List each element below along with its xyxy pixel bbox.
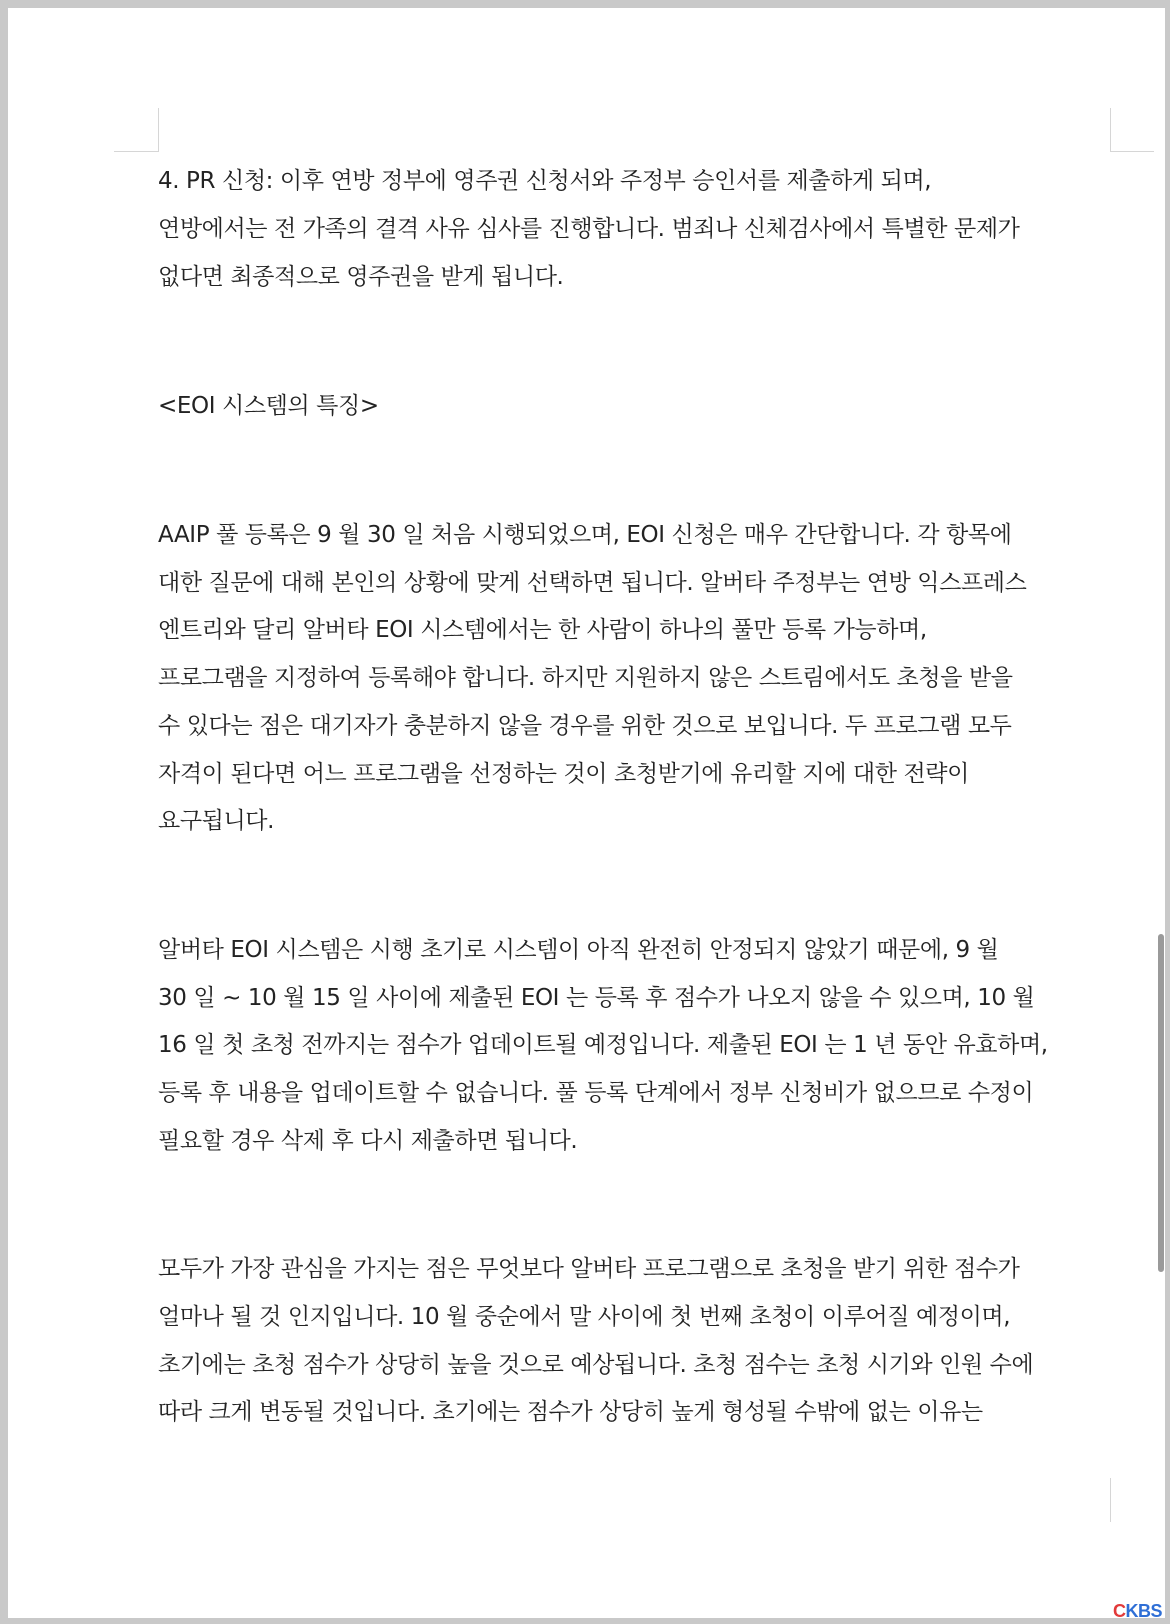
text-line: 모두가 가장 관심을 가지는 점은 무엇보다 알버타 프로그램으로 초청을 받기 위한 점수가 [158, 1256, 1020, 1282]
vertical-scrollbar[interactable] [1158, 934, 1164, 1272]
text-line: 프로그램을 지정하여 등록해야 합니다. 하지만 지원하지 않은 스트림에서도 초청을 받을 [158, 665, 1013, 691]
text-line: 없다면 최종적으로 영주권을 받게 됩니다. [158, 264, 564, 290]
text-line: 등록 후 내용을 업데이트할 수 없습니다. 풀 등록 단계에서 정부 신청비가 없으므로 수정이 [158, 1080, 1034, 1106]
text-line: 연방에서는 전 가족의 결격 사유 심사를 진행합니다. 범죄나 신체검사에서 특별한 문제가 [158, 216, 1020, 242]
text-line: 따라 크게 변동될 것입니다. 초기에는 점수가 상당히 높게 형성될 수밖에 없는 이유는 [158, 1399, 983, 1425]
section-heading: <EOI 시스템의 특징> [158, 393, 379, 419]
document-page [8, 8, 1165, 1618]
crop-mark-top-left [114, 151, 158, 152]
text-line: 초기에는 초청 점수가 상당히 높을 것으로 예상됩니다. 초청 점수는 초청 시기와 인원 수에 [158, 1352, 1034, 1378]
logo-letter: B [1137, 1601, 1151, 1621]
broadcaster-logo [1113, 1601, 1162, 1622]
text-line: 수 있다는 점은 대기자가 충분하지 않을 경우를 위한 것으로 보입니다. 두 프로그램 모두 [158, 713, 1012, 739]
text-line: 30 일 ~ 10 월 15 일 사이에 제출된 EOI 는 등록 후 점수가 나오지 않을 수 있으며, 10 월 [158, 985, 1035, 1011]
text-line: AAIP 풀 등록은 9 월 30 일 처음 시행되었으며, EOI 신청은 매우 간단합니다. 각 항목에 [158, 522, 1012, 548]
logo-letter: K [1125, 1601, 1138, 1621]
text-line: 16 일 첫 초청 전까지는 점수가 업데이트될 예정입니다. 제출된 EOI 는 1 년 동안 유효하며, [158, 1032, 1048, 1058]
text-line: 대한 질문에 대해 본인의 상황에 맞게 선택하면 됩니다. 알버타 주정부는 연방 익스프레스 [158, 570, 1027, 596]
text-line: 자격이 된다면 어느 프로그램을 선정하는 것이 초청받기에 유리할 지에 대한 전략이 [158, 761, 969, 787]
text-line: 필요할 경우 삭제 후 다시 제출하면 됩니다. [158, 1128, 578, 1154]
logo-letter: S [1150, 1601, 1162, 1621]
text-line: 알버타 EOI 시스템은 시행 초기로 시스템이 아직 완전히 안정되지 않았기 때문에, 9 월 [158, 937, 999, 963]
crop-mark-top-left-v [158, 108, 159, 152]
text-line: 엔트리와 달리 알버타 EOI 시스템에서는 한 사람이 하나의 풀만 등록 가능하며, [158, 617, 927, 643]
text-line: 얼마나 될 것 인지입니다. 10 월 중순에서 말 사이에 첫 번째 초청이 이루어질 예정이며, [158, 1304, 1011, 1330]
crop-mark-bottom-right-v [1110, 1478, 1111, 1522]
text-line: 4. PR 신청: 이후 연방 정부에 영주권 신청서와 주정부 승인서를 제출하게 되며, [158, 168, 932, 194]
crop-mark-top-right-v [1110, 108, 1111, 152]
text-line: 요구됩니다. [158, 808, 275, 834]
crop-mark-top-right [1110, 151, 1154, 152]
logo-letter: C [1112, 1601, 1126, 1621]
